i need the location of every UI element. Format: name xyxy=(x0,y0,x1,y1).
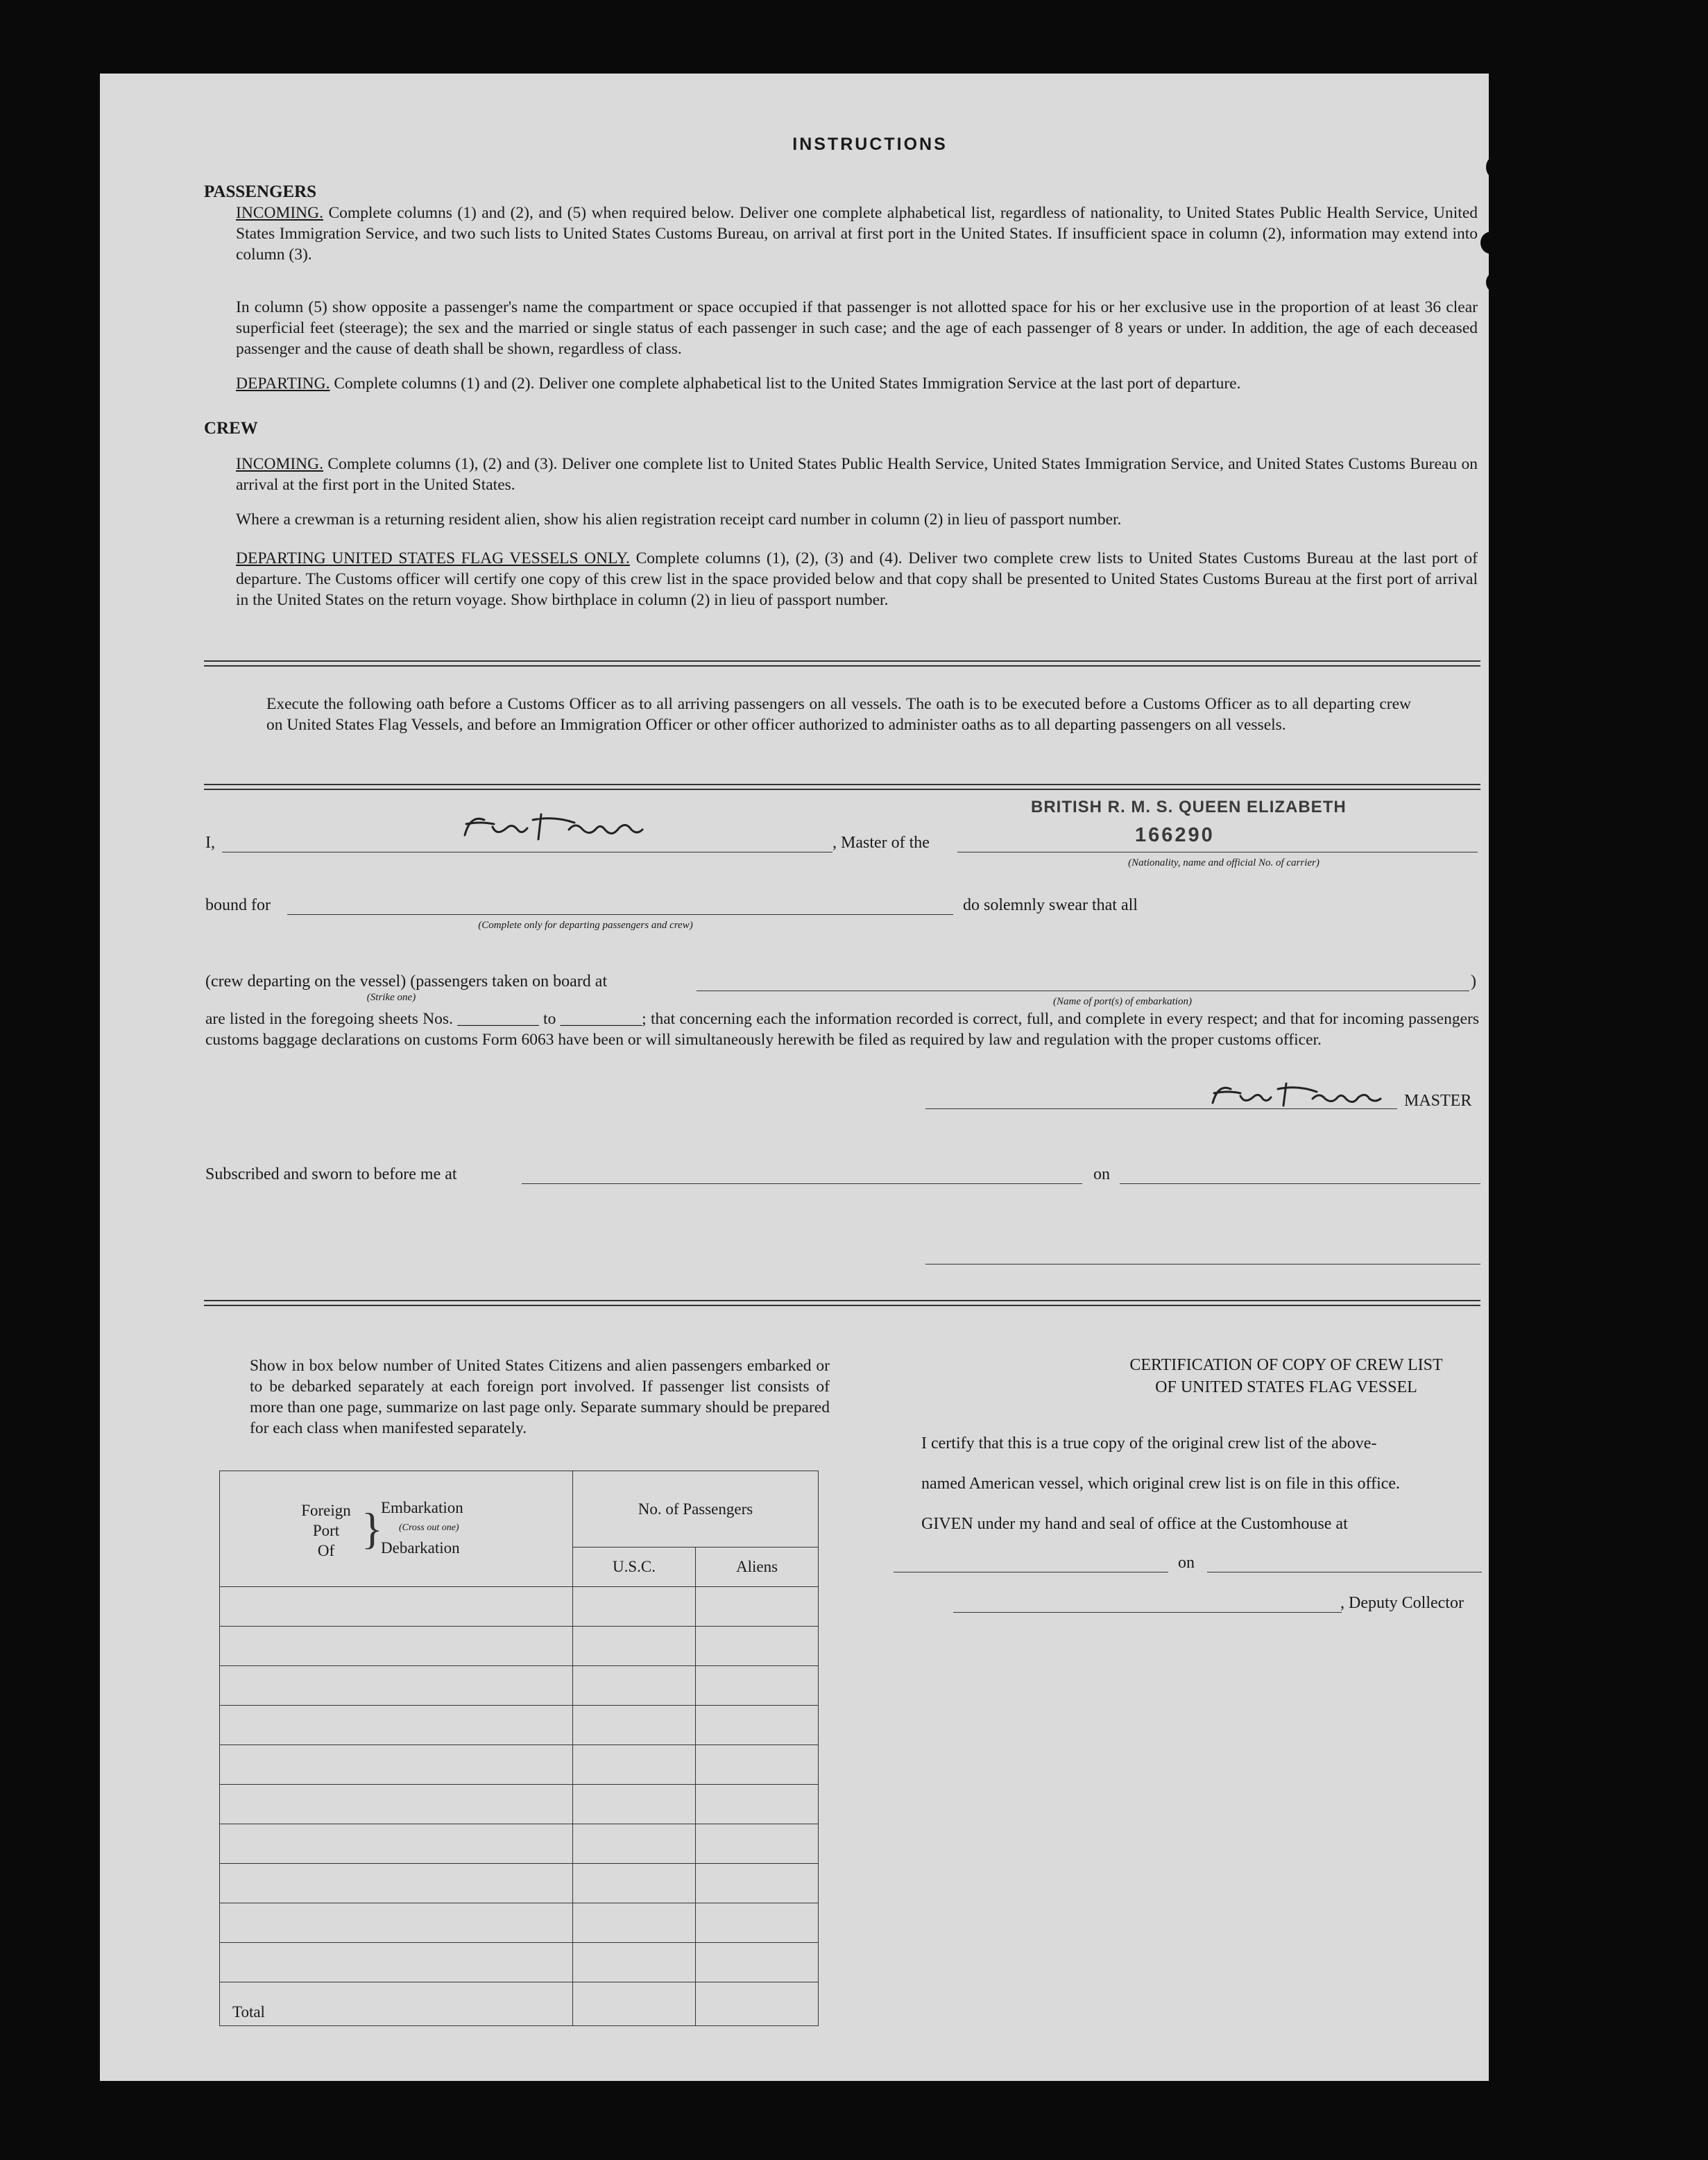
master-signature-2 xyxy=(1202,1071,1410,1113)
crew-incoming-text: Complete columns (1), (2) and (3). Deliver one complete list to United States Public Health Service, United States Immigration Service, and United States Customs Bureau on arrival at the first port in the United States. xyxy=(236,455,1478,494)
embarkation-label: Embarkation xyxy=(381,1499,463,1516)
complete-only-caption: (Complete only for departing passengers and crew) xyxy=(478,920,693,931)
port-cell[interactable] xyxy=(220,1903,573,1943)
usc-cell[interactable] xyxy=(573,1587,696,1627)
aliens-cell[interactable] xyxy=(696,1785,819,1824)
aliens-header: Aliens xyxy=(696,1548,819,1587)
certification-text-3: GIVEN under my hand and seal of office at the Customhouse at xyxy=(921,1515,1348,1533)
usc-cell[interactable] xyxy=(573,1627,696,1666)
deputy-collector-line[interactable] xyxy=(953,1612,1342,1613)
usc-cell[interactable] xyxy=(573,1943,696,1982)
total-row xyxy=(220,1982,819,2026)
crew-departing-label: (crew departing on the vessel) (passengers taken on board at xyxy=(205,972,608,991)
cross-out-one-caption: (Cross out one) xyxy=(399,1523,459,1533)
passengers-departing-text: Complete columns (1) and (2). Deliver one complete alphabetical list to the United States Immigration Service at the last port of departure. xyxy=(334,375,1241,393)
subscribed-on-label: on xyxy=(1093,1165,1110,1183)
crew-departing-text: Complete columns (1), (2), (3) and (4). Deliver two complete crew lists to United States Customs Bureau at the last port of departure. The Customs officer will certify one copy of this crew list in the space provided below and that copy shall be presented to United States Customs Bureau at the first port of arrival in the United States on the return voyage. Show birthplace in column (2) in lieu of passport number. xyxy=(236,549,1478,609)
brace-glyph: } xyxy=(361,1504,383,1553)
port-cell[interactable] xyxy=(220,1864,573,1903)
passengers-departing-label: DEPARTING. xyxy=(236,375,330,393)
summary-instructions: Show in box below number of United States Citizens and alien passengers embarked or to be debarked separately at each foreign port involved. If passenger list consists of more than one page, summarize on last page only. Separate summary should be prepared for each class when manifested separately. xyxy=(250,1357,830,1437)
aliens-cell[interactable] xyxy=(696,1745,819,1785)
passengers-heading: PASSENGERS xyxy=(204,182,317,201)
port-cell[interactable] xyxy=(220,1587,573,1627)
aliens-cell[interactable] xyxy=(696,1864,819,1903)
page-title: INSTRUCTIONS xyxy=(792,135,948,154)
section-divider xyxy=(204,660,1480,667)
oath-i-label: I, xyxy=(205,834,215,852)
punch-hole xyxy=(1486,155,1507,179)
certification-text-1: I certify that this is a true copy of the original crew list of the above- xyxy=(921,1434,1377,1452)
usc-cell[interactable] xyxy=(573,1903,696,1943)
port-cell[interactable] xyxy=(220,1745,573,1785)
aliens-cell[interactable] xyxy=(696,1824,819,1864)
table-row xyxy=(220,1706,819,1745)
close-paren: ) xyxy=(1471,972,1476,991)
aliens-cell[interactable] xyxy=(696,1943,819,1982)
punch-hole xyxy=(1486,272,1505,293)
port-cell[interactable] xyxy=(220,1785,573,1824)
aliens-cell[interactable] xyxy=(696,1706,819,1745)
port-header-cell xyxy=(220,1471,573,1587)
oath-instructions: Execute the following oath before a Customs Officer as to all arriving passengers on all vessels. The oath is to be executed before a Customs Officer as to all departing crew on United States Flag Vessels, and before an Immigration Officer or other officer authorized to administer oaths as to all departing passengers on all vessels. xyxy=(266,695,1411,734)
usc-total-cell[interactable] xyxy=(573,1982,696,2026)
strike-one-caption: (Strike one) xyxy=(366,992,416,1003)
usc-cell[interactable] xyxy=(573,1864,696,1903)
total-label: Total xyxy=(220,1982,573,2026)
port-cell[interactable] xyxy=(220,1627,573,1666)
certification-on-label: on xyxy=(1178,1554,1195,1572)
subscribed-label: Subscribed and sworn to before me at xyxy=(205,1165,457,1183)
aliens-total-cell[interactable] xyxy=(696,1982,819,2026)
table-row xyxy=(220,1903,819,1943)
listed-paragraph: are listed in the foregoing sheets Nos. __________ to __________; that concerning each the information recorded is correct, full, and complete in every respect; and that for incoming passengers customs baggage declarations on customs Form 6063 have been or will simultaneously herewith be filed as required by law and regulation with the proper customs officer. xyxy=(205,1010,1479,1049)
port-cell[interactable] xyxy=(220,1706,573,1745)
usc-cell[interactable] xyxy=(573,1666,696,1706)
usc-cell[interactable] xyxy=(573,1706,696,1745)
aliens-cell[interactable] xyxy=(696,1627,819,1666)
passengers-incoming-label: INCOMING. xyxy=(236,204,323,222)
table-row xyxy=(220,1666,819,1706)
crew-incoming-label: INCOMING. xyxy=(236,455,323,473)
nationality-caption: (Nationality, name and official No. of carrier) xyxy=(1128,857,1320,868)
crew-departing-paragraph xyxy=(236,548,1478,610)
subscribed-date-line[interactable] xyxy=(1120,1183,1480,1184)
table-row xyxy=(220,1864,819,1903)
master-of-label: , Master of the xyxy=(832,834,930,852)
table-row xyxy=(220,1824,819,1864)
vessel-stamp-number: 166290 xyxy=(1135,824,1215,846)
usc-header: U.S.C. xyxy=(573,1548,696,1587)
certification-heading: CERTIFICATION OF COPY OF CREW LIST OF UNITED STATES FLAG VESSEL xyxy=(1129,1356,1443,1396)
table-row xyxy=(220,1943,819,1982)
deputy-collector-label: , Deputy Collector xyxy=(1340,1594,1464,1612)
aliens-cell[interactable] xyxy=(696,1666,819,1706)
certification-text-2: named American vessel, which original crew list is on file in this office. xyxy=(921,1475,1401,1493)
passengers-column5-paragraph: In column (5) show opposite a passenger's name the compartment or space occupied if that passenger is not allotted space for his or her exclusive use in the proportion of at least 36 clear superficial feet (steerage); the sex and the married or single status of each passenger in such case; and the age of each passenger of 8 years or under. In addition, the age of each deceased passenger and the cause of death shall be shown, regardless of class. xyxy=(236,298,1478,358)
crew-departing-label: DEPARTING UNITED STATES FLAG VESSELS ONLY. xyxy=(236,549,630,567)
ports-caption: (Name of port(s) of embarkation) xyxy=(1053,996,1192,1007)
table-row xyxy=(220,1745,819,1785)
master-signature-1 xyxy=(451,799,659,848)
usc-cell[interactable] xyxy=(573,1785,696,1824)
table-row xyxy=(220,1587,819,1627)
bound-for-line[interactable] xyxy=(287,914,953,915)
punch-hole xyxy=(1480,232,1501,254)
form-page xyxy=(100,74,1489,2081)
passengers-incoming-text: Complete columns (1) and (2), and (5) when required below. Deliver one complete alphabetical list, regardless of nationality, to United States Public Health Service, United States Immigration Service, and two such lists to United States Customs Bureau, on arrival at first port in the United States. If insufficient space in column (2), information may extend into column (3). xyxy=(236,204,1478,264)
officer-signature-line[interactable] xyxy=(925,1264,1480,1265)
port-cell[interactable] xyxy=(220,1666,573,1706)
passenger-summary-table xyxy=(219,1471,819,2026)
vessel-stamp-name: BRITISH R. M. S. QUEEN ELIZABETH xyxy=(1031,798,1347,816)
aliens-cell[interactable] xyxy=(696,1903,819,1943)
debarkation-label: Debarkation xyxy=(381,1539,460,1557)
master-label: MASTER xyxy=(1404,1092,1472,1110)
table-row xyxy=(220,1627,819,1666)
table-row xyxy=(220,1785,819,1824)
passengers-incoming-paragraph xyxy=(236,203,1478,265)
subscribed-place-line[interactable] xyxy=(522,1183,1082,1184)
section-divider xyxy=(204,1300,1480,1306)
passengers-departing-paragraph xyxy=(236,373,1478,394)
usc-cell[interactable] xyxy=(573,1745,696,1785)
usc-cell[interactable] xyxy=(573,1824,696,1864)
foreign-port-of: Foreign Port Of xyxy=(301,1502,351,1559)
no-of-passengers-header: No. of Passengers xyxy=(573,1471,819,1548)
port-cell[interactable] xyxy=(220,1943,573,1982)
crew-incoming-paragraph xyxy=(236,454,1478,495)
port-cell[interactable] xyxy=(220,1824,573,1864)
crew-resident-paragraph: Where a crewman is a returning resident alien, show his alien registration receipt card number in column (2) in lieu of passport number. xyxy=(236,511,1122,529)
crew-heading: CREW xyxy=(204,419,258,438)
section-divider xyxy=(204,784,1480,790)
aliens-cell[interactable] xyxy=(696,1587,819,1627)
bound-for-label: bound for xyxy=(205,896,271,914)
swear-label: do solemnly swear that all xyxy=(963,896,1138,914)
